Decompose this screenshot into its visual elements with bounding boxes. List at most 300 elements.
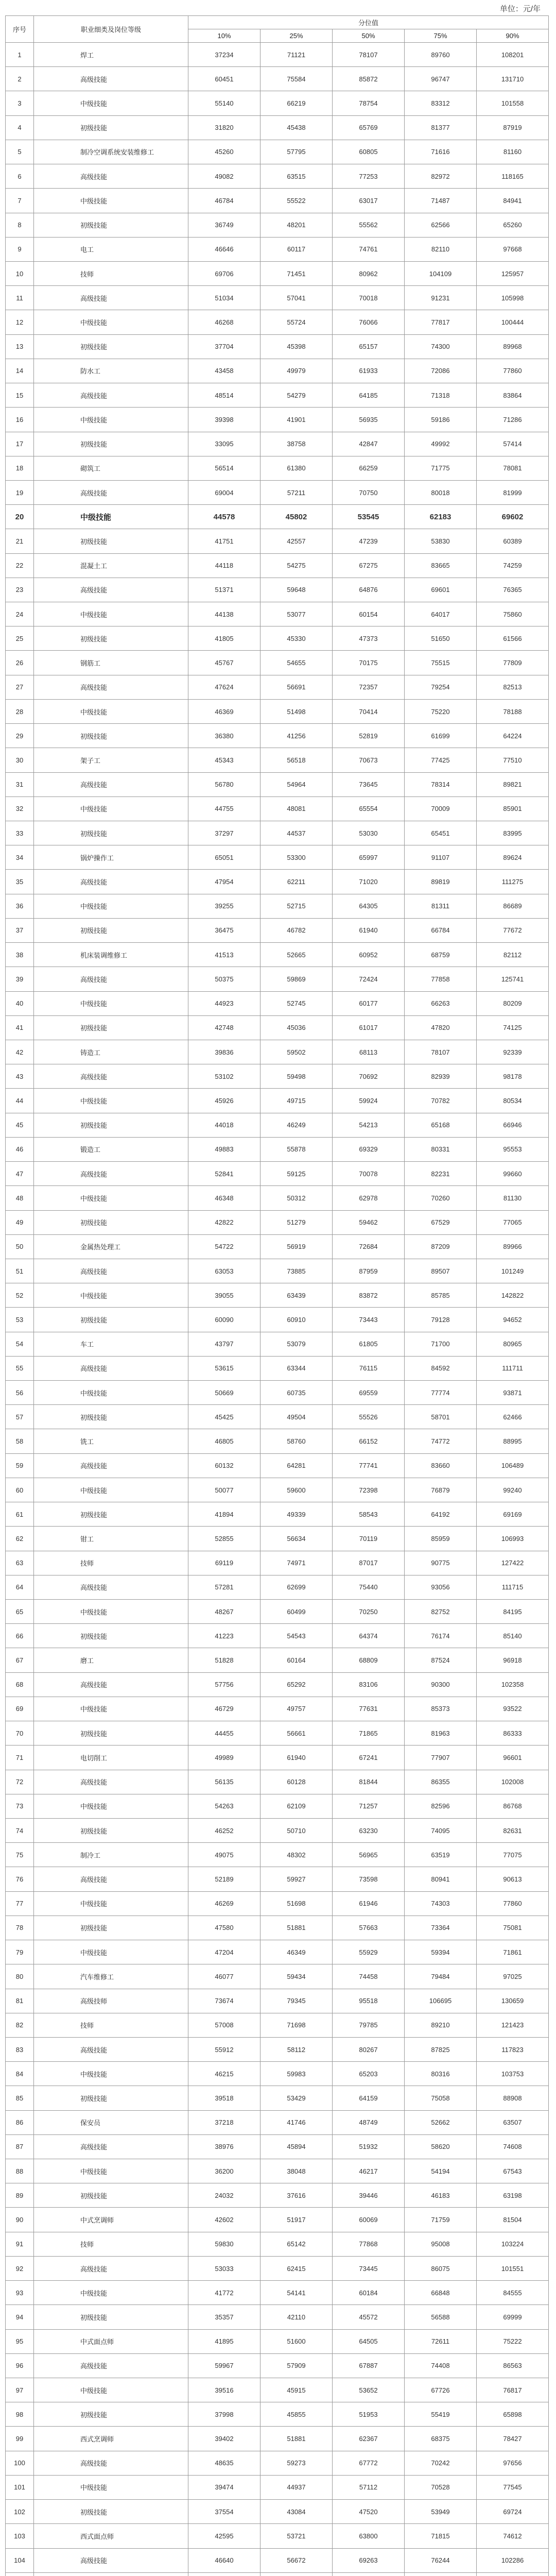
seq-cell: 55 bbox=[6, 1356, 34, 1380]
p75-cell: 58620 bbox=[405, 2134, 477, 2159]
p50-cell: 87959 bbox=[333, 1259, 405, 1283]
p25-cell: 63515 bbox=[260, 164, 333, 189]
job-cell: 铣工 bbox=[34, 1429, 188, 1453]
p90-cell: 82631 bbox=[477, 1818, 549, 1842]
p10-cell: 46805 bbox=[188, 1429, 260, 1453]
job-cell: 中级技能 bbox=[34, 2159, 188, 2183]
table-row bbox=[6, 651, 549, 675]
p75-cell: 91107 bbox=[405, 845, 477, 870]
seq-cell: 8 bbox=[6, 213, 34, 237]
p25-cell: 56672 bbox=[260, 2548, 333, 2572]
p75-cell: 81377 bbox=[405, 115, 477, 140]
p75-cell: 64017 bbox=[405, 602, 477, 626]
p90-cell: 75081 bbox=[477, 1916, 549, 1940]
p10-cell: 39402 bbox=[188, 2427, 260, 2451]
p50-cell: 71257 bbox=[333, 1794, 405, 1818]
table-row bbox=[6, 1040, 549, 1064]
table-row bbox=[6, 1672, 549, 1697]
p50-cell: 64185 bbox=[333, 383, 405, 408]
job-cell: 初级技能 bbox=[34, 2305, 188, 2329]
seq-cell: 21 bbox=[6, 529, 34, 553]
seq-cell: 29 bbox=[6, 724, 34, 748]
seq-cell: 101 bbox=[6, 2475, 34, 2499]
table-row bbox=[6, 2475, 549, 2499]
p10-cell: 59830 bbox=[188, 2232, 260, 2256]
p10-cell: 49883 bbox=[188, 1137, 260, 1161]
seq-cell: 90 bbox=[6, 2208, 34, 2232]
p50-cell: 70119 bbox=[333, 1527, 405, 1551]
p90-cell: 96601 bbox=[477, 1745, 549, 1770]
job-cell: 初级技能 bbox=[34, 2086, 188, 2110]
p50-cell: 67887 bbox=[333, 2353, 405, 2378]
table-row bbox=[6, 1162, 549, 1186]
seq-cell: 92 bbox=[6, 2256, 34, 2280]
seq-cell: 17 bbox=[6, 432, 34, 456]
p75-cell: 89210 bbox=[405, 2013, 477, 2037]
p10-cell: 35357 bbox=[188, 2305, 260, 2329]
p25-cell: 71121 bbox=[260, 43, 333, 67]
seq-cell: 39 bbox=[6, 967, 34, 991]
p90-cell: 74259 bbox=[477, 553, 549, 578]
p75-cell: 87209 bbox=[405, 1234, 477, 1259]
table-row bbox=[6, 91, 549, 115]
job-cell: 铸造工 bbox=[34, 1040, 188, 1064]
table-row bbox=[6, 2500, 549, 2524]
p75-cell: 68759 bbox=[405, 943, 477, 967]
p50-cell: 67241 bbox=[333, 1745, 405, 1770]
p10-cell: 53615 bbox=[188, 1356, 260, 1380]
seq-cell: 98 bbox=[6, 2402, 34, 2427]
job-cell: 电切削工 bbox=[34, 1745, 188, 1770]
p50-cell: 81844 bbox=[333, 1770, 405, 1794]
seq-cell: 60 bbox=[6, 1478, 34, 1502]
seq-cell: 73 bbox=[6, 1794, 34, 1818]
p50-cell: 72684 bbox=[333, 1234, 405, 1259]
p75-cell: 71775 bbox=[405, 456, 477, 480]
table-row bbox=[6, 1234, 549, 1259]
p50-cell: 72398 bbox=[333, 1478, 405, 1502]
p50-cell: 60184 bbox=[333, 2281, 405, 2305]
p75-cell: 85785 bbox=[405, 1283, 477, 1308]
p25-cell: 49757 bbox=[260, 1697, 333, 1721]
job-cell: 高级技能 bbox=[34, 2256, 188, 2280]
p10-cell: 69004 bbox=[188, 480, 260, 504]
job-cell: 初级技能 bbox=[34, 2402, 188, 2427]
job-cell: 中级技能 bbox=[34, 408, 188, 432]
p90-cell: 65260 bbox=[477, 213, 549, 237]
p90-cell: 102008 bbox=[477, 1770, 549, 1794]
p10-cell: 46369 bbox=[188, 699, 260, 723]
p90-cell: 101558 bbox=[477, 91, 549, 115]
job-cell: 初级技能 bbox=[34, 1502, 188, 1527]
p50-cell: 67275 bbox=[333, 553, 405, 578]
p90-cell: 80965 bbox=[477, 1332, 549, 1356]
p75-cell: 53949 bbox=[405, 2500, 477, 2524]
p25-cell: 44537 bbox=[260, 821, 333, 845]
p50-cell: 78754 bbox=[333, 91, 405, 115]
p25-cell: 54141 bbox=[260, 2281, 333, 2305]
table-row bbox=[6, 1308, 549, 1332]
job-cell: 金属热处理工 bbox=[34, 1234, 188, 1259]
p90-cell: 125957 bbox=[477, 261, 549, 285]
p75-cell: 91231 bbox=[405, 286, 477, 310]
seq-cell: 36 bbox=[6, 894, 34, 918]
p75-cell: 71700 bbox=[405, 1332, 477, 1356]
p25-cell: 54275 bbox=[260, 553, 333, 578]
job-cell: 中级技能 bbox=[34, 1283, 188, 1308]
p90-cell: 89821 bbox=[477, 772, 549, 796]
p90-cell: 98178 bbox=[477, 1064, 549, 1089]
p75-cell: 76174 bbox=[405, 1624, 477, 1648]
table-row bbox=[6, 1940, 549, 1964]
p75-cell: 106695 bbox=[405, 1989, 477, 2013]
p10-cell: 47204 bbox=[188, 1940, 260, 1964]
p50-cell: 61946 bbox=[333, 1891, 405, 1916]
p90-cell: 130659 bbox=[477, 1989, 549, 2013]
p75-cell: 89507 bbox=[405, 1259, 477, 1283]
p10-cell: 53033 bbox=[188, 2256, 260, 2280]
p25-cell: 42557 bbox=[260, 529, 333, 553]
p10-cell: 47580 bbox=[188, 1916, 260, 1940]
seq-cell: 58 bbox=[6, 1429, 34, 1453]
seq-cell: 87 bbox=[6, 2134, 34, 2159]
p25-cell: 59927 bbox=[260, 1867, 333, 1891]
seq-cell: 53 bbox=[6, 1308, 34, 1332]
job-cell: 高级技能 bbox=[34, 870, 188, 894]
table-row bbox=[6, 748, 549, 772]
p25-cell: 62109 bbox=[260, 1794, 333, 1818]
p25-cell: 61380 bbox=[260, 456, 333, 480]
seq-cell: 18 bbox=[6, 456, 34, 480]
p75-cell bbox=[405, 2572, 477, 2576]
seq-cell: 74 bbox=[6, 1818, 34, 1842]
p10-cell bbox=[188, 2572, 260, 2576]
p75-cell: 66784 bbox=[405, 918, 477, 942]
p90-cell: 85140 bbox=[477, 1624, 549, 1648]
p50-cell: 76066 bbox=[333, 310, 405, 334]
job-cell: 混凝土工 bbox=[34, 553, 188, 578]
p10-cell: 43797 bbox=[188, 1332, 260, 1356]
seq-cell: 19 bbox=[6, 480, 34, 504]
p50-cell: 57663 bbox=[333, 1916, 405, 1940]
job-cell: 架子工 bbox=[34, 748, 188, 772]
p10-cell: 51828 bbox=[188, 1648, 260, 1672]
p75-cell: 73364 bbox=[405, 1916, 477, 1940]
p10-cell: 44923 bbox=[188, 991, 260, 1015]
p10-cell: 60451 bbox=[188, 67, 260, 91]
table-row bbox=[6, 1064, 549, 1089]
p50-cell: 61933 bbox=[333, 359, 405, 383]
table-row bbox=[6, 1697, 549, 1721]
p75-cell: 82110 bbox=[405, 237, 477, 261]
p25-cell: 71698 bbox=[260, 2013, 333, 2037]
table-row bbox=[6, 2402, 549, 2427]
job-cell: 高级技能 bbox=[34, 286, 188, 310]
seq-cell: 13 bbox=[6, 334, 34, 359]
job-cell: 砌筑工 bbox=[34, 456, 188, 480]
seq-cell: 82 bbox=[6, 2013, 34, 2037]
p75-cell: 71616 bbox=[405, 140, 477, 164]
p50-cell: 73443 bbox=[333, 1308, 405, 1332]
p90-cell: 80209 bbox=[477, 991, 549, 1015]
seq-cell: 40 bbox=[6, 991, 34, 1015]
table-row bbox=[6, 943, 549, 967]
p10-cell: 45767 bbox=[188, 651, 260, 675]
p25-cell: 51600 bbox=[260, 2329, 333, 2353]
p50-cell: 80267 bbox=[333, 2037, 405, 2061]
p50-cell: 63800 bbox=[333, 2524, 405, 2548]
p75-cell: 82752 bbox=[405, 1600, 477, 1624]
job-cell: 中级技能 bbox=[34, 991, 188, 1015]
p50-cell: 39446 bbox=[333, 2183, 405, 2208]
p75-cell: 67726 bbox=[405, 2378, 477, 2402]
job-cell: 中级技能 bbox=[34, 1940, 188, 1964]
p90-cell: 96918 bbox=[477, 1648, 549, 1672]
seq-cell: 103 bbox=[6, 2524, 34, 2548]
p10-cell: 56514 bbox=[188, 456, 260, 480]
p75-cell: 71487 bbox=[405, 189, 477, 213]
p75-cell: 62566 bbox=[405, 213, 477, 237]
table-row bbox=[6, 2353, 549, 2378]
p50-cell: 69329 bbox=[333, 1137, 405, 1161]
p50-cell: 65997 bbox=[333, 845, 405, 870]
job-cell: 初级技能 bbox=[34, 115, 188, 140]
p90-cell: 77545 bbox=[477, 2475, 549, 2499]
p25-cell: 75584 bbox=[260, 67, 333, 91]
p90-cell: 74612 bbox=[477, 2524, 549, 2548]
p10-cell: 55140 bbox=[188, 91, 260, 115]
p25-cell: 54655 bbox=[260, 651, 333, 675]
table-row bbox=[6, 894, 549, 918]
p90-cell: 71286 bbox=[477, 408, 549, 432]
p90-cell: 88995 bbox=[477, 1429, 549, 1453]
p90-cell: 111275 bbox=[477, 870, 549, 894]
p75-cell: 62183 bbox=[405, 505, 477, 529]
p50-cell: 45572 bbox=[333, 2305, 405, 2329]
header-percentile: 分位值 bbox=[188, 16, 549, 29]
p50-cell: 68113 bbox=[333, 1040, 405, 1064]
p75-cell: 82939 bbox=[405, 1064, 477, 1089]
p90-cell: 89968 bbox=[477, 334, 549, 359]
job-cell: 高级技能 bbox=[34, 67, 188, 91]
p75-cell: 54194 bbox=[405, 2159, 477, 2183]
job-cell: 汽车维修工 bbox=[34, 1964, 188, 1989]
p90-cell: 83995 bbox=[477, 821, 549, 845]
p10-cell: 46268 bbox=[188, 310, 260, 334]
p50-cell: 70078 bbox=[333, 1162, 405, 1186]
seq-cell: 89 bbox=[6, 2183, 34, 2208]
table-row bbox=[6, 2548, 549, 2572]
p25-cell: 49715 bbox=[260, 1089, 333, 1113]
p90-cell: 117823 bbox=[477, 2037, 549, 2061]
p50-cell: 70414 bbox=[333, 699, 405, 723]
p90-cell: 131710 bbox=[477, 67, 549, 91]
job-cell: 初级技能 bbox=[34, 1210, 188, 1234]
p50-cell: 85872 bbox=[333, 67, 405, 91]
table-row bbox=[6, 1089, 549, 1113]
job-cell: 中级技能 bbox=[34, 1186, 188, 1210]
p50-cell: 63017 bbox=[333, 189, 405, 213]
p25-cell: 52715 bbox=[260, 894, 333, 918]
p25-cell: 52745 bbox=[260, 991, 333, 1015]
seq-cell: 100 bbox=[6, 2451, 34, 2475]
job-cell: 焊工 bbox=[34, 43, 188, 67]
p75-cell: 80316 bbox=[405, 2062, 477, 2086]
p75-cell: 55419 bbox=[405, 2402, 477, 2427]
table-row bbox=[6, 772, 549, 796]
p10-cell: 49989 bbox=[188, 1745, 260, 1770]
p90-cell: 87919 bbox=[477, 115, 549, 140]
table-row bbox=[6, 1575, 549, 1599]
p50-cell: 70018 bbox=[333, 286, 405, 310]
table-row bbox=[6, 310, 549, 334]
p75-cell: 66848 bbox=[405, 2281, 477, 2305]
p50-cell: 73445 bbox=[333, 2256, 405, 2280]
p90-cell: 62466 bbox=[477, 1405, 549, 1429]
p90-cell: 103224 bbox=[477, 2232, 549, 2256]
job-cell: 高级技能 bbox=[34, 2548, 188, 2572]
table-row bbox=[6, 1356, 549, 1380]
p90-cell: 63507 bbox=[477, 2110, 549, 2134]
p10-cell: 39055 bbox=[188, 1283, 260, 1308]
p25-cell: 60910 bbox=[260, 1308, 333, 1332]
table-body bbox=[6, 43, 549, 2576]
p90-cell: 101249 bbox=[477, 1259, 549, 1283]
p75-cell: 79128 bbox=[405, 1308, 477, 1332]
p75-cell: 93056 bbox=[405, 1575, 477, 1599]
job-cell: 锻造工 bbox=[34, 1137, 188, 1161]
p25-cell: 52665 bbox=[260, 943, 333, 967]
job-cell: 高级技能 bbox=[34, 578, 188, 602]
job-cell: 中级技能 bbox=[34, 1478, 188, 1502]
table-row bbox=[6, 2037, 549, 2061]
p50-cell: 47373 bbox=[333, 626, 405, 651]
p50-cell: 71020 bbox=[333, 870, 405, 894]
seq-cell: 37 bbox=[6, 918, 34, 942]
table-row bbox=[6, 286, 549, 310]
seq-cell: 26 bbox=[6, 651, 34, 675]
p25-cell: 45894 bbox=[260, 2134, 333, 2159]
p10-cell: 51034 bbox=[188, 286, 260, 310]
seq-cell: 45 bbox=[6, 1113, 34, 1137]
p75-cell: 61699 bbox=[405, 724, 477, 748]
p10-cell: 57281 bbox=[188, 1575, 260, 1599]
p75-cell: 104109 bbox=[405, 261, 477, 285]
seq-cell: 56 bbox=[6, 1381, 34, 1405]
job-cell: 高级技能 bbox=[34, 480, 188, 504]
job-cell: 制冷工 bbox=[34, 1843, 188, 1867]
p90-cell: 121423 bbox=[477, 2013, 549, 2037]
p75-cell: 56588 bbox=[405, 2305, 477, 2329]
header-seq: 序号 bbox=[6, 16, 34, 43]
seq-cell: 65 bbox=[6, 1600, 34, 1624]
table-row bbox=[6, 334, 549, 359]
p25-cell: 37616 bbox=[260, 2183, 333, 2208]
p75-cell: 81311 bbox=[405, 894, 477, 918]
p25-cell: 50710 bbox=[260, 1818, 333, 1842]
table-row bbox=[6, 529, 549, 553]
table-row bbox=[6, 578, 549, 602]
p25-cell: 64281 bbox=[260, 1453, 333, 1478]
table-row bbox=[6, 2232, 549, 2256]
p25-cell: 58760 bbox=[260, 1429, 333, 1453]
p10-cell: 52189 bbox=[188, 1867, 260, 1891]
p50-cell: 56965 bbox=[333, 1843, 405, 1867]
p25-cell: 49339 bbox=[260, 1502, 333, 1527]
seq-cell: 1 bbox=[6, 43, 34, 67]
table-row bbox=[6, 1210, 549, 1234]
p50-cell: 65769 bbox=[333, 115, 405, 140]
p90-cell: 81999 bbox=[477, 480, 549, 504]
p50-cell: 51932 bbox=[333, 2134, 405, 2159]
seq-cell: 70 bbox=[6, 1721, 34, 1745]
p90-cell: 63198 bbox=[477, 2183, 549, 2208]
job-cell: 高级技能 bbox=[34, 675, 188, 699]
job-cell: 初级技能 bbox=[34, 1916, 188, 1940]
p25-cell: 45915 bbox=[260, 2378, 333, 2402]
p10-cell: 38976 bbox=[188, 2134, 260, 2159]
p75-cell: 74303 bbox=[405, 1891, 477, 1916]
seq-cell: 85 bbox=[6, 2086, 34, 2110]
table-row bbox=[6, 115, 549, 140]
p75-cell: 77425 bbox=[405, 748, 477, 772]
seq-cell: 49 bbox=[6, 1210, 34, 1234]
p50-cell: 66259 bbox=[333, 456, 405, 480]
p25-cell: 60128 bbox=[260, 1770, 333, 1794]
p10-cell: 39255 bbox=[188, 894, 260, 918]
p90-cell: 74125 bbox=[477, 1015, 549, 1040]
p10-cell: 49082 bbox=[188, 164, 260, 189]
p10-cell: 36749 bbox=[188, 213, 260, 237]
p25-cell: 58112 bbox=[260, 2037, 333, 2061]
table-row bbox=[6, 2378, 549, 2402]
p75-cell: 77858 bbox=[405, 967, 477, 991]
p10-cell: 59967 bbox=[188, 2353, 260, 2378]
p10-cell: 48514 bbox=[188, 383, 260, 408]
p10-cell: 39516 bbox=[188, 2378, 260, 2402]
seq-cell: 7 bbox=[6, 189, 34, 213]
p25-cell: 51881 bbox=[260, 2427, 333, 2451]
table-row bbox=[6, 359, 549, 383]
seq-cell bbox=[6, 2572, 34, 2576]
p75-cell: 78107 bbox=[405, 1040, 477, 1064]
p25-cell: 41746 bbox=[260, 2110, 333, 2134]
p10-cell: 47954 bbox=[188, 870, 260, 894]
p25-cell: 38048 bbox=[260, 2159, 333, 2183]
p50-cell: 64305 bbox=[333, 894, 405, 918]
job-cell: 初级技能 bbox=[34, 918, 188, 942]
p10-cell: 31820 bbox=[188, 115, 260, 140]
p75-cell: 83660 bbox=[405, 1453, 477, 1478]
p75-cell: 80331 bbox=[405, 1137, 477, 1161]
job-cell: 锅炉操作工 bbox=[34, 845, 188, 870]
p75-cell: 76879 bbox=[405, 1478, 477, 1502]
p75-cell: 78314 bbox=[405, 772, 477, 796]
p10-cell: 39474 bbox=[188, 2475, 260, 2499]
p75-cell: 74772 bbox=[405, 1429, 477, 1453]
p90-cell: 94652 bbox=[477, 1308, 549, 1332]
p25-cell: 45802 bbox=[260, 505, 333, 529]
p75-cell: 89760 bbox=[405, 43, 477, 67]
job-cell: 高级技能 bbox=[34, 2353, 188, 2378]
p90-cell: 93871 bbox=[477, 1381, 549, 1405]
p90-cell: 111711 bbox=[477, 1356, 549, 1380]
p90-cell: 84555 bbox=[477, 2281, 549, 2305]
p10-cell: 44578 bbox=[188, 505, 260, 529]
job-cell: 中级技能 bbox=[34, 1600, 188, 1624]
p90-cell: 78427 bbox=[477, 2427, 549, 2451]
seq-cell: 94 bbox=[6, 2305, 34, 2329]
